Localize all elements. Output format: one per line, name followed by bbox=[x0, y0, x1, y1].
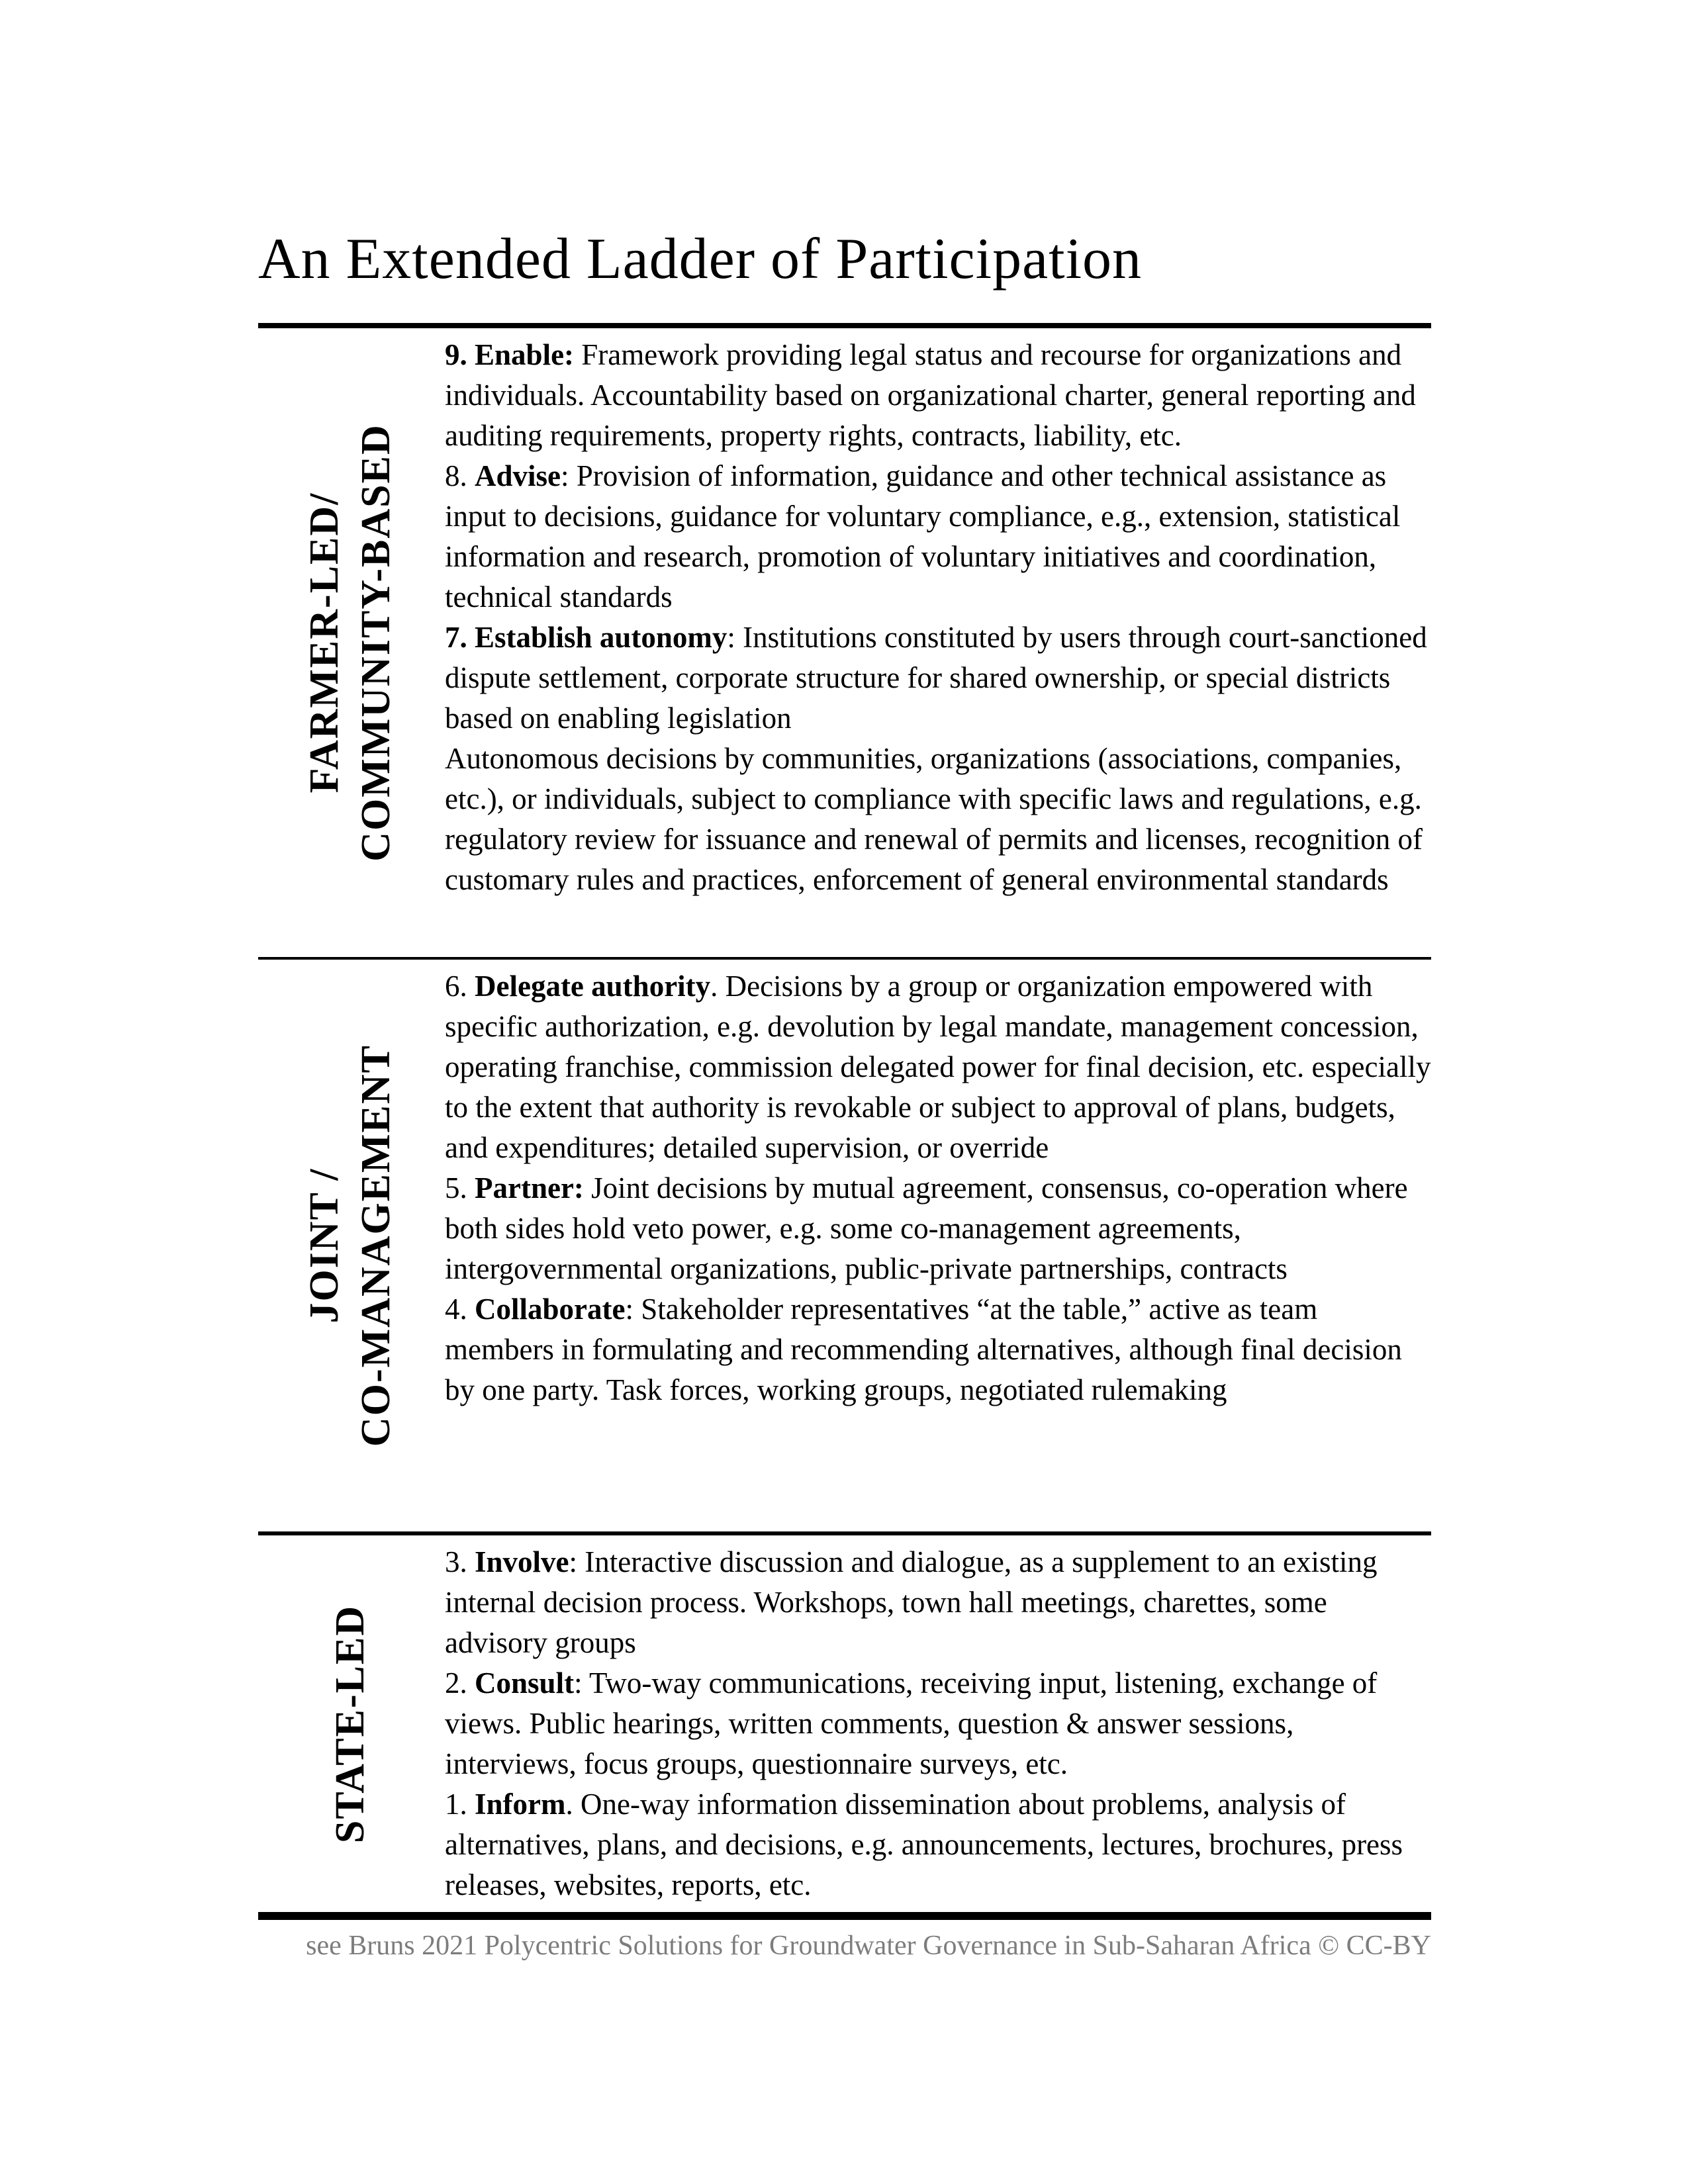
page-title: An Extended Ladder of Participation bbox=[258, 227, 1143, 291]
participation-ladder-table bbox=[258, 323, 1431, 1920]
section-label-cell bbox=[258, 1535, 442, 1912]
item-paragraph: 3. Involve: Interactive discussion and dialogue, as a supplement to an existing internal decision process. Workshops, town hall meetings, charettes, some advisory groups bbox=[445, 1545, 1378, 1659]
section-items bbox=[442, 1535, 1431, 1912]
section-items bbox=[442, 960, 1431, 1531]
section-row-state-led bbox=[258, 1531, 1431, 1912]
item-paragraph: 9. Enable: Framework providing legal status and recourse for organizations and individuals. Accountability based on organizational charter, general reporting and auditing requirements, property rights, contracts, liability, etc. bbox=[445, 338, 1416, 452]
item-paragraph: 7. Establish autonomy: Institutions constituted by users through court-sanctioned dispute settlement, corporate structure for shared ownership, or special districts based on enabling legislation Autonomous decisions by communities, organizations (associations, companies, etc.), or individuals, subject to compliance with specific laws and regulations, e.g. regulatory review for issuance and renewal of permits and licenses, recognition of customary rules and practices, enforcement of general environmental standards bbox=[445, 621, 1427, 896]
item-keyword: Collaborate bbox=[475, 1293, 626, 1326]
item-keyword: Partner: bbox=[475, 1171, 584, 1205]
section-items bbox=[442, 328, 1431, 957]
item-keyword: Consult bbox=[475, 1666, 575, 1700]
section-label-cell bbox=[258, 328, 442, 957]
item-keyword: 7. Establish autonomy bbox=[445, 621, 727, 654]
section-label-joint-co-management: JOINT / CO-MANAGEMENT bbox=[302, 1044, 399, 1447]
item-paragraph: 1. Inform. One-way information dissemination about problems, analysis of alternatives, plans, and decisions, e.g. announcements, lectures, brochures, press releases, websites, reports, etc. bbox=[445, 1788, 1403, 1901]
section-label-cell bbox=[258, 960, 442, 1531]
item-keyword: Inform bbox=[475, 1788, 566, 1821]
item-keyword: Advise bbox=[475, 459, 561, 492]
item-paragraph: 4. Collaborate: Stakeholder representatives “at the table,” active as team members in formulating and recommending alternatives, although final decision by one party. Task forces, working groups, negotiated rulemaking bbox=[445, 1293, 1402, 1406]
item-keyword: Delegate authority bbox=[475, 970, 711, 1003]
document-content bbox=[258, 227, 1431, 1962]
section-row-farmer-led-community-based bbox=[258, 323, 1431, 957]
item-paragraph: 6. Delegate authority. Decisions by a group or organization empowered with specific authorization, e.g. devolution by legal mandate, management concession, operating franchise, commission delegated power for final decision, etc. especially to the extent that authority is revokable or subject to approval of plans, budgets, and expenditures; detailed supervision, or override bbox=[445, 970, 1431, 1164]
section-label-state-led: STATE-LED bbox=[328, 1604, 373, 1843]
section-row-joint-co-management bbox=[258, 957, 1431, 1531]
section-label-farmer-led-community-based: FARMER-LED/ COMMUNITY-BASED bbox=[302, 424, 399, 862]
item-paragraph: 8. Advise: Provision of information, guidance and other technical assistance as input to decisions, guidance for voluntary compliance, e.g., extension, statistical information and research, promotion of voluntary initiatives and coordination, technical standards bbox=[445, 459, 1401, 614]
item-keyword: Involve bbox=[475, 1545, 569, 1578]
item-paragraph: 2. Consult: Two-way communications, receiving input, listening, exchange of views. Public hearings, written comments, question & answer sessions, interviews, focus groups, questionnaire surveys, etc. bbox=[445, 1666, 1378, 1780]
item-paragraph: 5. Partner: Joint decisions by mutual agreement, consensus, co-operation where both sides hold veto power, e.g. some co-management agreements, intergovernmental organizations, public-private partnerships, contracts bbox=[445, 1171, 1408, 1285]
item-keyword: 9. Enable: bbox=[445, 338, 575, 371]
footer-citation: see Bruns 2021 Polycentric Solutions for Groundwater Governance in Sub-Saharan Africa © CC-BY bbox=[306, 1931, 1431, 1961]
